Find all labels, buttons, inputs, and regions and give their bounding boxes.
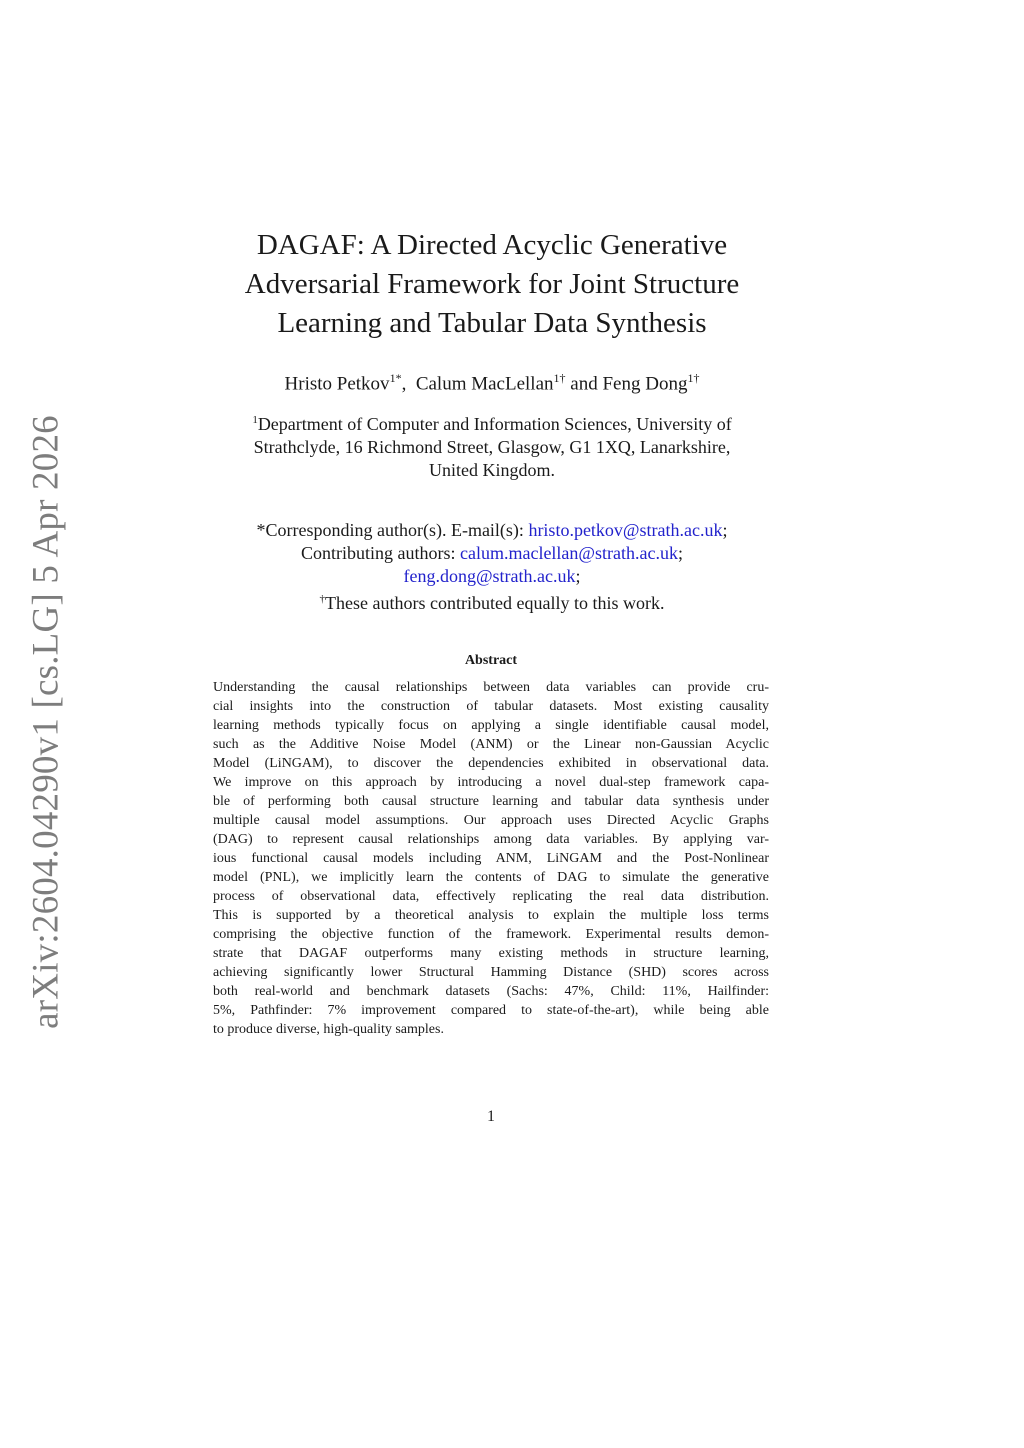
equal-contribution-text: These authors contributed equally to this work. [325, 593, 665, 613]
abstract-line: model (PNL), we implicitly learn the contents of DAG to simulate the generative [213, 870, 769, 885]
abstract-line: cial insights into the construction of tabular datasets. Most existing causality [213, 699, 769, 714]
contributing-email-link[interactable]: calum.maclellan@strath.ac.uk [459, 543, 678, 563]
abstract-line: both real-world and benchmark datasets (Sachs: 47%, Child: 11%, Hailfinder: [213, 984, 769, 999]
paper-title [212, 226, 772, 343]
equal-contribution-note [212, 588, 772, 615]
page-number: 1 [487, 1108, 495, 1125]
contributing-email-link[interactable]: feng.dong@strath.ac.uk [403, 566, 576, 586]
abstract-line: strate that DAGAF outperforms many existing methods in structure learning, [213, 946, 769, 961]
affiliation-text: Department of Computer and Information Sciences, University of [257, 414, 732, 434]
contributing-label: Contributing authors: [300, 543, 460, 563]
affiliation-line: Strathclyde, 16 Richmond Street, Glasgow, G1 1XQ, Lanarkshire, [253, 437, 731, 457]
semicolon: ; [575, 566, 581, 586]
author-affiliation-mark: 1* [389, 371, 402, 385]
title-line: Adversarial Framework for Joint Structure [244, 268, 740, 300]
arxiv-identifier-stamp: arXiv:2604.04290v1 [cs.LG] 5 Apr 2026 [25, 415, 67, 1029]
author-name: Calum MacLellan [415, 373, 554, 395]
affiliation-line [212, 409, 772, 436]
author-name: Feng Dong [602, 373, 688, 395]
semicolon: ; [677, 543, 683, 563]
abstract-body [213, 678, 769, 1039]
author-list [212, 371, 772, 395]
affiliation-mark: 1 [252, 414, 258, 426]
author-affiliation-mark: 1† [553, 371, 566, 385]
abstract-line: 5%, Pathfinder: 7% improvement compared to state-of-the-art), while being able [213, 1003, 769, 1018]
affiliation-line: United Kingdom. [429, 460, 555, 480]
abstract-line: Understanding the causal relationships between data variables can provide cru- [213, 680, 769, 695]
author-name: Hristo Petkov [284, 373, 390, 395]
abstract-line: Model (LiNGAM), to discover the dependencies exhibited in observational data. [213, 756, 769, 771]
abstract-line: learning methods typically focus on applying a single identifiable causal model, [213, 718, 769, 733]
title-line: DAGAF: A Directed Acyclic Generative [256, 229, 728, 261]
author-affiliation-mark: 1† [687, 371, 700, 385]
correspondence-block [212, 519, 772, 615]
abstract-heading: Abstract [464, 653, 518, 668]
title-line: Learning and Tabular Data Synthesis [277, 307, 707, 339]
corresponding-email-link[interactable]: hristo.petkov@strath.ac.uk [528, 520, 723, 540]
abstract-line: We improve on this approach by introducing a novel dual-step framework capa- [213, 775, 769, 790]
abstract-line: (DAG) to represent causal relationships among data variables. By applying var- [213, 832, 769, 847]
dagger-mark: † [319, 593, 326, 605]
contributing-email-line [212, 565, 772, 588]
abstract-line: This is supported by a theoretical analysis to explain the multiple loss terms [213, 908, 769, 923]
author-separator: , [401, 373, 416, 395]
author-separator: and [565, 373, 603, 395]
abstract-line: achieving significantly lower Structural Hamming Distance (SHD) scores across [213, 965, 769, 980]
corresponding-label: *Corresponding author(s). E-mail(s): [256, 520, 529, 540]
abstract-line: comprising the objective function of the framework. Experimental results demon- [213, 927, 769, 942]
abstract-line: such as the Additive Noise Model (ANM) or the Linear non-Gaussian Acyclic [213, 737, 769, 752]
abstract-line: ble of performing both causal structure learning and tabular data synthesis under [213, 794, 769, 809]
abstract-line: process of observational data, effectively replicating the real data distribution. [213, 889, 769, 904]
abstract-line: multiple causal model assumptions. Our approach uses Directed Acyclic Graphs [213, 813, 769, 828]
abstract-line: ious functional causal models including ANM, LiNGAM and the Post-Nonlinear [213, 851, 769, 866]
abstract-line: to produce diverse, high-quality samples. [213, 1022, 444, 1037]
affiliation [212, 409, 772, 482]
semicolon: ; [722, 520, 728, 540]
corresponding-author-line [212, 519, 772, 542]
contributing-authors-line [212, 542, 772, 565]
